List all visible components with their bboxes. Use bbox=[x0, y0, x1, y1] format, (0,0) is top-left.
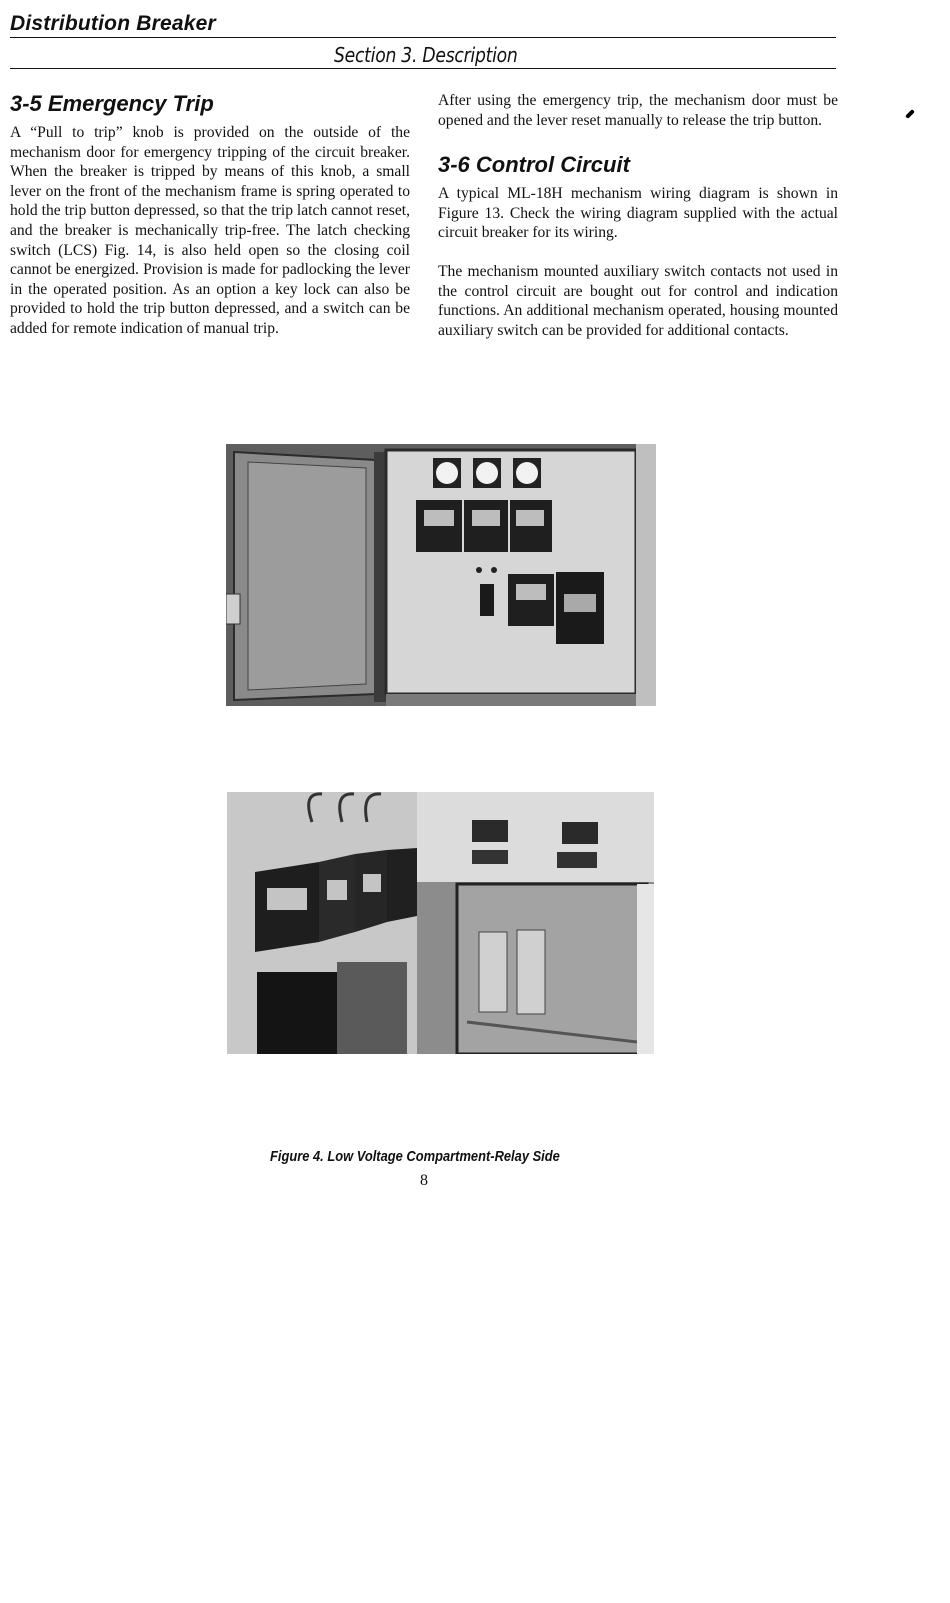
right-column bbox=[438, 91, 838, 340]
control-circuit-paragraph-2: The mechanism mounted auxiliary switch contacts not used in the control circuit are bought out for control and indication functions. An additional mechanism operated, housing mounted auxiliary switch can be provided for additional contacts. bbox=[438, 262, 838, 339]
document-title: Distribution Breaker bbox=[10, 12, 216, 35]
margin-mark bbox=[905, 109, 915, 119]
photo-relay-panel bbox=[226, 444, 656, 706]
emergency-trip-paragraph: A “Pull to trip” knob is provided on the outside of the mechanism door for emergency tripping of the circuit breaker. When the breaker is tripped by means of this knob, a small lever on the front of the mechanism frame is spring operated to hold the trip button depressed, so that the trip latch cannot reset, and the breaker is mechanically trip-free. The latch checking switch (LCS) Fig. 14, is also held open so the closing coil cannot be energized. Provision is made for padlocking the lever in the operated position. As an option a key lock can also be provided to hold the trip button depressed, and a switch can be added for remote indication of manual trip. bbox=[10, 124, 410, 337]
section-heading-control-circuit: 3-6 Control Circuit bbox=[438, 152, 630, 178]
header-rule-top bbox=[10, 37, 836, 38]
header-rule-bottom bbox=[10, 68, 836, 69]
left-column bbox=[10, 91, 410, 339]
photo-low-voltage-compartment bbox=[227, 792, 654, 1054]
control-circuit-paragraph-1: A typical ML-18H mechanism wiring diagram is shown in Figure 13. Check the wiring diagram supplied with the actual circuit breaker for its wiring. bbox=[438, 185, 838, 242]
page-number: 8 bbox=[420, 1172, 428, 1189]
figure-caption: Figure 4. Low Voltage Compartment-Relay Side bbox=[270, 1148, 560, 1165]
section-heading-emergency-trip: 3-5 Emergency Trip bbox=[10, 91, 214, 116]
emergency-trip-continuation-paragraph: After using the emergency trip, the mechanism door must be opened and the lever reset manually to release the trip button. bbox=[438, 92, 838, 129]
section-title: Section 3. Description bbox=[334, 43, 518, 67]
